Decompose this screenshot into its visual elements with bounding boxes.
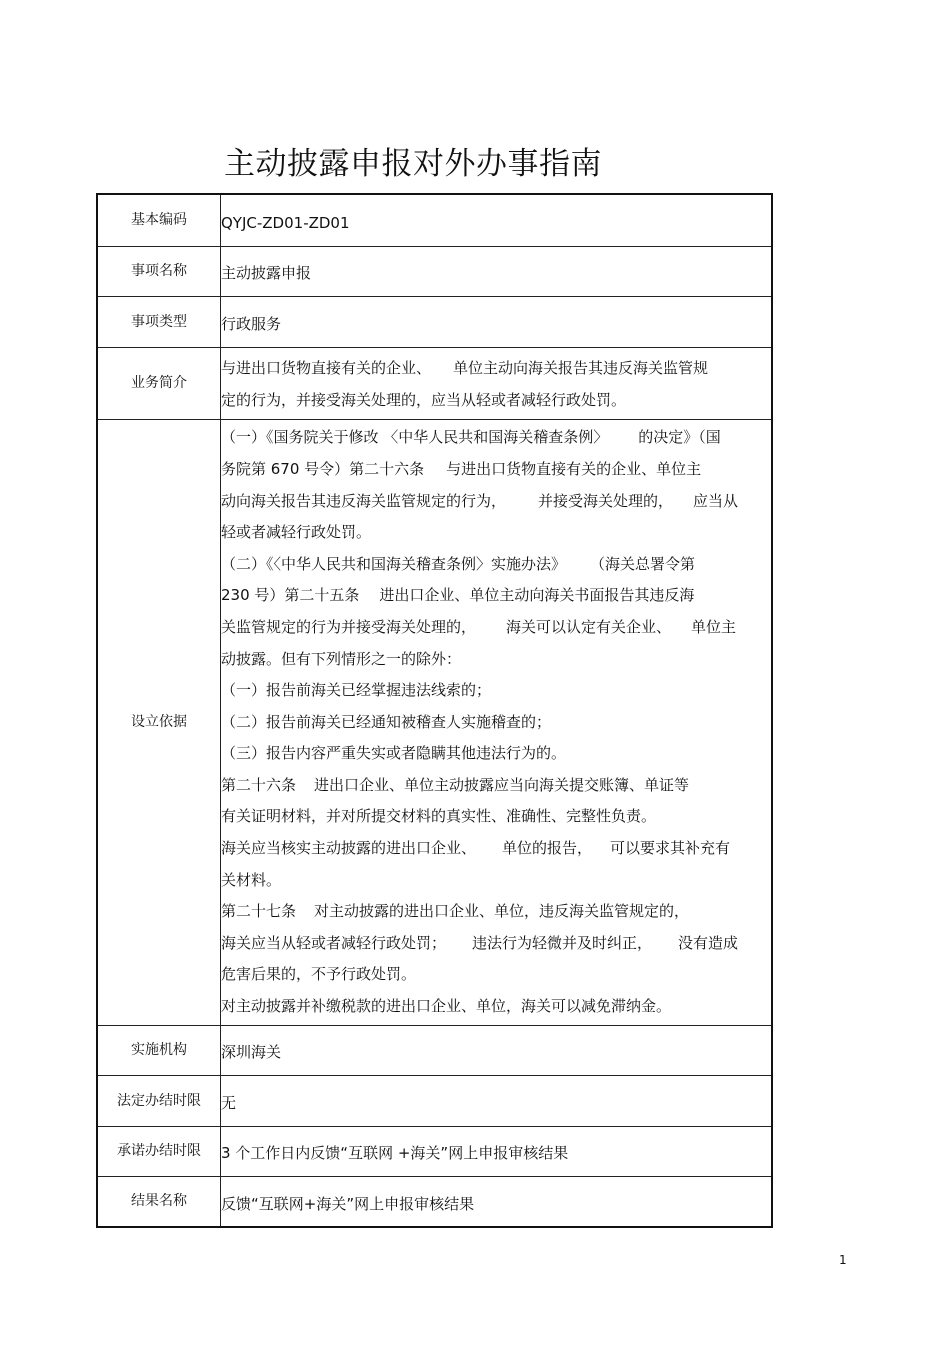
promised-deadline-value: 3 个工作日内反馈“互联网 +海关”网上申报审核结果 xyxy=(221,1126,773,1176)
agency-value: 深圳海关 xyxy=(221,1025,773,1075)
basis-line: 动向海关报告其违反海关监管规定的行为， 并接受海关处理的， 应当从 xyxy=(221,491,739,510)
item-name-value: 主动披露申报 xyxy=(221,246,773,296)
basic-code-value: QYJC-ZD01-ZD01 xyxy=(221,194,773,246)
table-row-item-name xyxy=(97,246,772,296)
table-row-promised-deadline xyxy=(97,1126,772,1176)
basis-line: （一）《国务院关于修改 〈中华人民共和国海关稽查条例〉 的决定》（国 xyxy=(221,428,721,447)
basis-line: 海关应当核实主动披露的进出口企业、 单位的报告， 可以要求其补充有 xyxy=(221,839,731,858)
basis-line: 危害后果的，不予行政处罚。 xyxy=(221,965,417,984)
basis-line: 动披露。但有下列情形之一的除外： xyxy=(221,649,462,668)
basis-line: 有关证明材料，并对所提交材料的真实性、准确性、完整性负责。 xyxy=(221,807,657,826)
table-row-item-type xyxy=(97,296,772,347)
summary-label: 业务简介 xyxy=(97,347,221,419)
basis-line: （二）《〈中华人民共和国海关稽查条例〉实施办法》 （海关总署令第 xyxy=(221,554,696,573)
table-row-basic-code xyxy=(97,194,772,246)
summary-value xyxy=(221,347,773,419)
table-row-legal-deadline xyxy=(97,1075,772,1126)
basis-line: 第二十七条 对主动披露的进出口企业、单位，违反海关监管规定的， xyxy=(221,902,690,921)
promised-deadline-label: 承诺办结时限 xyxy=(97,1126,221,1176)
basis-label: 设立依据 xyxy=(97,419,221,1025)
legal-deadline-value: 无 xyxy=(221,1075,773,1126)
result-name-value: 反馈“互联网+海关”网上申报审核结果 xyxy=(221,1176,773,1227)
basis-line: （二）报告前海关已经通知被稽查人实施稽查的； xyxy=(221,712,552,731)
basis-line: （三）报告内容严重失实或者隐瞒其他违法行为的。 xyxy=(221,744,567,763)
document-title: 主动披露申报对外办事指南 xyxy=(224,146,602,182)
summary-line: 与进出口货物直接有关的企业、 单位主动向海关报告其违反海关监管规 xyxy=(221,358,709,377)
basis-line: 轻或者减轻行政处罚。 xyxy=(221,523,372,542)
item-name-label: 事项名称 xyxy=(97,246,221,296)
basis-line: （一）报告前海关已经掌握违法线索的； xyxy=(221,681,492,700)
summary-line: 定的行为，并接受海关处理的，应当从轻或者减轻行政处罚。 xyxy=(221,390,627,409)
table-row-agency xyxy=(97,1025,772,1075)
guide-table xyxy=(96,193,773,1228)
basis-line: 230 号）第二十五条 进出口企业、单位主动向海关书面报告其违反海 xyxy=(221,586,695,605)
basis-line: 务院第 670 号令）第二十六条 与进出口货物直接有关的企业、单位主 xyxy=(221,459,702,478)
basis-value xyxy=(221,419,773,1025)
table-row-basis xyxy=(97,419,772,1025)
agency-label: 实施机构 xyxy=(97,1025,221,1075)
item-type-value: 行政服务 xyxy=(221,296,773,347)
basis-line: 关材料。 xyxy=(221,870,282,889)
table-row-summary xyxy=(97,347,772,419)
table-row-result-name xyxy=(97,1176,772,1227)
page-number: 1 xyxy=(839,1253,847,1267)
item-type-label: 事项类型 xyxy=(97,296,221,347)
basis-line: 第二十六条 进出口企业、单位主动披露应当向海关提交账簿、单证等 xyxy=(221,775,690,794)
basis-line: 海关应当从轻或者减轻行政处罚； 违法行为轻微并及时纠正， 没有造成 xyxy=(221,933,739,952)
legal-deadline-label: 法定办结时限 xyxy=(97,1075,221,1126)
basis-line: 对主动披露并补缴税款的进出口企业、单位，海关可以减免滞纳金。 xyxy=(221,997,672,1016)
basic-code-label: 基本编码 xyxy=(97,194,221,246)
basis-line: 关监管规定的行为并接受海关处理的， 海关可以认定有关企业、 单位主 xyxy=(221,617,737,636)
result-name-label: 结果名称 xyxy=(97,1176,221,1227)
